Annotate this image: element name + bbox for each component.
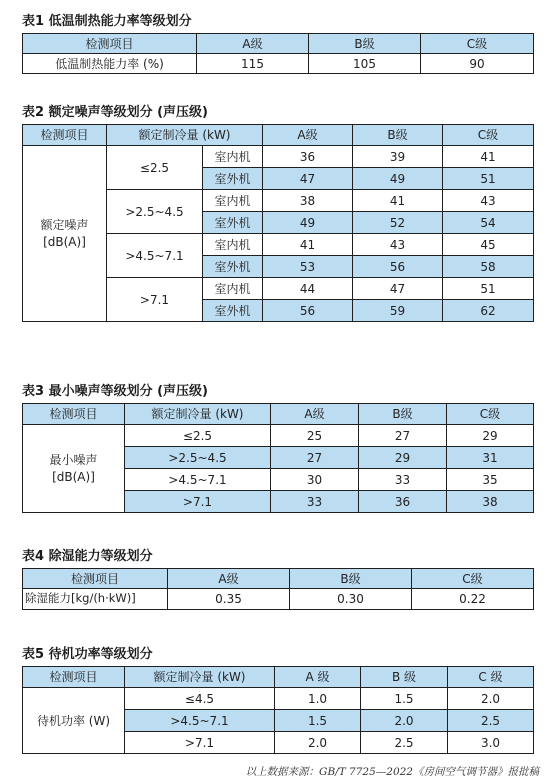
table2-capacity-cell: >7.1 (107, 278, 203, 322)
table5 (22, 666, 534, 754)
table2-item-unit: [dB(A)] (43, 234, 86, 249)
table2-cell: 51 (443, 278, 534, 300)
table3-cell: 31 (447, 447, 534, 469)
table5-cell: >4.5~7.1 (125, 710, 275, 732)
table2-cell: 47 (263, 168, 353, 190)
table2-unit-cell: 室内机 (203, 234, 263, 256)
table3-cell: >2.5~4.5 (125, 447, 271, 469)
table3-cell: 25 (271, 425, 359, 447)
table3-cell: 38 (447, 491, 534, 513)
table2-header-cell: C级 (443, 125, 534, 146)
table1-header-row (23, 34, 534, 54)
table4-header-cell: 检测项目 (23, 569, 168, 589)
table2-cell: 47 (353, 278, 443, 300)
table3-item-label: 最小噪声 (49, 452, 98, 467)
table2-cell: 52 (353, 212, 443, 234)
table5-cell: 2.0 (361, 710, 448, 732)
table2-cell: 62 (443, 300, 534, 322)
table5-header-cell: C 级 (448, 667, 534, 688)
table3 (22, 403, 534, 513)
table2-cell: 43 (443, 190, 534, 212)
table2-item-cell (23, 146, 107, 322)
table5-cell: ≤4.5 (125, 688, 275, 710)
table3-cell: 27 (359, 425, 447, 447)
table4-header-row (23, 569, 534, 589)
table4-title: 表4 除湿能力等级划分 (22, 549, 153, 564)
table3-cell: 29 (359, 447, 447, 469)
table2 (22, 124, 534, 322)
table2-unit-cell: 室内机 (203, 278, 263, 300)
table4-row (23, 589, 534, 610)
table2-header-cell: A级 (263, 125, 353, 146)
table1-cell: 115 (197, 54, 309, 74)
table3-cell: 33 (359, 469, 447, 491)
table2-row (23, 146, 534, 168)
table2-header-cell: 检测项目 (23, 125, 107, 146)
table5-cell: 1.5 (361, 688, 448, 710)
table2-title: 表2 额定噪声等级划分 (声压级) (22, 105, 208, 120)
table5-cell: 2.5 (361, 732, 448, 754)
table1-cell: 低温制热能力率 (%) (23, 54, 197, 74)
table5-cell: >7.1 (125, 732, 275, 754)
table5-header-cell: B 级 (361, 667, 448, 688)
table2-cell: 41 (263, 234, 353, 256)
table3-header-cell: 额定制冷量 (kW) (125, 404, 271, 425)
table2-cell: 49 (353, 168, 443, 190)
table5-header-cell: 检测项目 (23, 667, 125, 688)
table3-cell: 33 (271, 491, 359, 513)
table4-header-cell: A级 (168, 569, 290, 589)
table2-header-cell: B级 (353, 125, 443, 146)
table2-cell: 58 (443, 256, 534, 278)
table5-title: 表5 待机功率等级划分 (22, 647, 153, 662)
table5-cell: 2.0 (448, 688, 534, 710)
table1-header-cell: B级 (309, 34, 421, 54)
table3-cell: ≤2.5 (125, 425, 271, 447)
table2-cell: 56 (263, 300, 353, 322)
table3-cell: 27 (271, 447, 359, 469)
table2-cell: 39 (353, 146, 443, 168)
table4-cell: 除湿能力[kg/(h·kW)] (23, 589, 168, 610)
table2-cell: 38 (263, 190, 353, 212)
table5-header-cell: A 级 (275, 667, 361, 688)
table5-cell: 3.0 (448, 732, 534, 754)
table2-cell: 41 (353, 190, 443, 212)
table2-item-label: 额定噪声 (40, 217, 89, 232)
table3-header-cell: A级 (271, 404, 359, 425)
table4-header-cell: C级 (412, 569, 534, 589)
table2-unit-cell: 室内机 (203, 146, 263, 168)
table5-cell: 2.0 (275, 732, 361, 754)
table3-cell: 35 (447, 469, 534, 491)
table2-header-cell: 额定制冷量 (kW) (107, 125, 263, 146)
source-note: 以上数据来源：GB/T 7725—2022《房间空气调节器》报批稿 (245, 766, 539, 778)
table3-cell: >7.1 (125, 491, 271, 513)
table5-cell: 2.5 (448, 710, 534, 732)
table4-cell: 0.30 (290, 589, 412, 610)
table2-cell: 53 (263, 256, 353, 278)
table1 (22, 33, 534, 74)
table2-cell: 54 (443, 212, 534, 234)
table2-cell: 56 (353, 256, 443, 278)
table3-cell: >4.5~7.1 (125, 469, 271, 491)
table2-capacity-cell: >4.5~7.1 (107, 234, 203, 278)
table2-header-row (23, 125, 534, 146)
table2-cell: 44 (263, 278, 353, 300)
table3-cell: 30 (271, 469, 359, 491)
table3-header-cell: C级 (447, 404, 534, 425)
table2-unit-cell: 室外机 (203, 256, 263, 278)
table5-header-cell: 额定制冷量 (kW) (125, 667, 275, 688)
table3-cell: 29 (447, 425, 534, 447)
table2-cell: 43 (353, 234, 443, 256)
table1-header-cell: 检测项目 (23, 34, 197, 54)
table5-cell: 1.0 (275, 688, 361, 710)
table3-header-cell: B级 (359, 404, 447, 425)
table2-cell: 36 (263, 146, 353, 168)
table3-cell: 36 (359, 491, 447, 513)
table1-cell: 90 (421, 54, 534, 74)
table2-cell: 45 (443, 234, 534, 256)
table2-capacity-cell: >2.5~4.5 (107, 190, 203, 234)
table5-item-cell: 待机功率 (W) (23, 688, 125, 754)
table2-cell: 49 (263, 212, 353, 234)
table1-title: 表1 低温制热能力率等级划分 (22, 14, 192, 29)
table4-cell: 0.35 (168, 589, 290, 610)
table5-cell: 1.5 (275, 710, 361, 732)
table2-unit-cell: 室内机 (203, 190, 263, 212)
table4-cell: 0.22 (412, 589, 534, 610)
table3-header-cell: 检测项目 (23, 404, 125, 425)
table5-header-row (23, 667, 534, 688)
table1-header-cell: A级 (197, 34, 309, 54)
table3-item-cell (23, 425, 125, 513)
table4 (22, 568, 534, 610)
table2-cell: 59 (353, 300, 443, 322)
table3-title: 表3 最小噪声等级划分 (声压级) (22, 384, 208, 399)
table2-unit-cell: 室外机 (203, 300, 263, 322)
table2-unit-cell: 室外机 (203, 168, 263, 190)
table3-row (23, 425, 534, 447)
table1-cell: 105 (309, 54, 421, 74)
table2-cell: 51 (443, 168, 534, 190)
table3-item-unit: [dB(A)] (52, 469, 95, 484)
table4-header-cell: B级 (290, 569, 412, 589)
table1-row (23, 54, 534, 74)
table2-unit-cell: 室外机 (203, 212, 263, 234)
table2-cell: 41 (443, 146, 534, 168)
table3-header-row (23, 404, 534, 425)
table5-row (23, 688, 534, 710)
table1-header-cell: C级 (421, 34, 534, 54)
table2-capacity-cell: ≤2.5 (107, 146, 203, 190)
